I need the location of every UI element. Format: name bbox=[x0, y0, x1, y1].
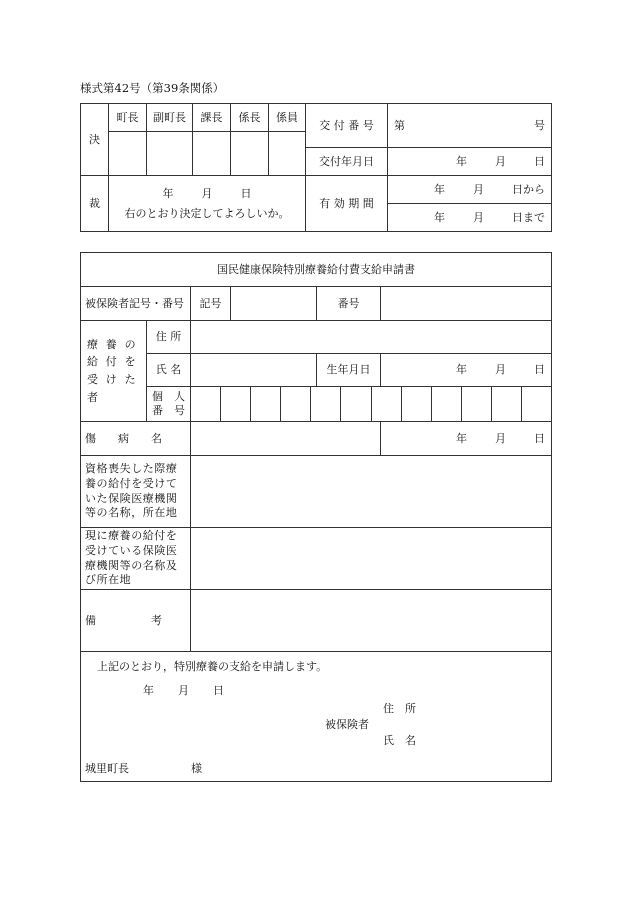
individual-number-field[interactable] bbox=[191, 387, 552, 422]
digit-box[interactable] bbox=[522, 387, 551, 421]
declaration-year: 年 bbox=[143, 684, 154, 697]
address-label: 住 所 bbox=[147, 321, 191, 354]
validity-from-day: 日から bbox=[512, 182, 545, 196]
validity-to-month: 月 bbox=[473, 210, 484, 224]
role-subsection-chief: 係長 bbox=[231, 104, 269, 132]
digit-box[interactable] bbox=[311, 387, 341, 421]
symbol-label: 記号 bbox=[191, 287, 231, 321]
symbol-field[interactable] bbox=[231, 287, 317, 321]
issue-number-label: 交 付 番 号 bbox=[306, 104, 388, 148]
issue-number-suffix: 号 bbox=[534, 118, 545, 132]
approval-table bbox=[80, 103, 552, 232]
name-field[interactable] bbox=[191, 354, 317, 387]
issue-date-field[interactable] bbox=[388, 148, 552, 176]
approval-label-bottom: 裁 bbox=[81, 176, 109, 232]
issue-date-year: 年 bbox=[456, 154, 467, 168]
addressee: 城里町長 bbox=[85, 762, 129, 775]
role-deputy-mayor: 副町長 bbox=[147, 104, 193, 132]
birth-day: 日 bbox=[534, 363, 546, 377]
recipient-label: 療養の給付を受けた者 bbox=[81, 321, 147, 422]
digit-box[interactable] bbox=[281, 387, 311, 421]
number-field[interactable] bbox=[381, 287, 552, 321]
signature-name-label: 氏 名 bbox=[383, 734, 416, 747]
validity-from-month: 月 bbox=[473, 182, 484, 196]
declaration-date[interactable] bbox=[143, 684, 224, 698]
declaration-month: 月 bbox=[178, 684, 189, 697]
seal-deputy-mayor[interactable] bbox=[147, 132, 193, 176]
signature-address-label: 住 所 bbox=[383, 702, 416, 715]
remarks-field[interactable] bbox=[191, 590, 552, 652]
individual-number-label bbox=[147, 387, 191, 422]
form-number: 様式第42号（第39条関係） bbox=[80, 81, 225, 95]
approval-label-top: 決 bbox=[81, 104, 109, 176]
digit-box[interactable] bbox=[432, 387, 462, 421]
declaration-cell bbox=[81, 652, 552, 782]
decision-text: 右のとおり決定してよろしいか。 bbox=[124, 206, 290, 220]
birthdate-label: 生年月日 bbox=[317, 354, 381, 387]
decision-date-month: 月 bbox=[201, 186, 213, 200]
illness-year: 年 bbox=[456, 431, 468, 445]
digit-box[interactable] bbox=[221, 387, 251, 421]
digit-box[interactable] bbox=[372, 387, 402, 421]
number-label: 番号 bbox=[317, 287, 381, 321]
illness-date-field[interactable] bbox=[381, 422, 552, 456]
digit-box[interactable] bbox=[191, 387, 221, 421]
current-institution-field[interactable] bbox=[191, 528, 552, 590]
issue-date-day: 日 bbox=[534, 154, 545, 168]
illness-field[interactable] bbox=[191, 422, 381, 456]
illness-label: 傷 病 名 bbox=[81, 422, 191, 456]
role-section-chief: 課長 bbox=[193, 104, 231, 132]
issue-number-prefix: 第 bbox=[394, 118, 405, 132]
decision-date-year: 年 bbox=[162, 186, 174, 200]
seal-subsection-chief[interactable] bbox=[231, 132, 269, 176]
illness-month: 月 bbox=[495, 431, 507, 445]
birthdate-field[interactable] bbox=[381, 354, 552, 387]
signature-insured-label: 被保険者 bbox=[325, 718, 369, 731]
decision-date-day: 日 bbox=[240, 186, 252, 200]
validity-to-year: 年 bbox=[434, 210, 445, 224]
individual-number-label-line1: 個 人 bbox=[152, 390, 185, 404]
role-mayor: 町長 bbox=[109, 104, 147, 132]
individual-number-label-line2: 番 号 bbox=[152, 404, 185, 417]
application-title: 国民健康保険特別療養給付費支給申請書 bbox=[81, 253, 552, 287]
validity-from-field[interactable] bbox=[388, 176, 552, 204]
role-staff: 係員 bbox=[269, 104, 306, 132]
decision-cell[interactable] bbox=[109, 176, 306, 232]
issue-number-field[interactable] bbox=[388, 104, 552, 148]
validity-to-field[interactable] bbox=[388, 204, 552, 232]
digit-box[interactable] bbox=[492, 387, 522, 421]
issue-date-month: 月 bbox=[495, 154, 506, 168]
seal-mayor[interactable] bbox=[109, 132, 147, 176]
issue-date-label: 交付年月日 bbox=[306, 148, 388, 176]
declaration-day: 日 bbox=[213, 684, 224, 697]
current-institution-label: 現に療養の給付を受けている保険医療機関等の名称及び所在地 bbox=[81, 528, 191, 590]
remarks-label: 備 考 bbox=[81, 590, 191, 652]
digit-box[interactable] bbox=[462, 387, 492, 421]
digit-box[interactable] bbox=[341, 387, 371, 421]
digit-box[interactable] bbox=[402, 387, 432, 421]
prior-institution-label: 資格喪失した際療養の給付を受けていた保険医療機関等の名称，所在地 bbox=[81, 456, 191, 528]
prior-institution-field[interactable] bbox=[191, 456, 552, 528]
validity-label: 有 効 期 間 bbox=[306, 176, 388, 232]
birth-month: 月 bbox=[495, 363, 507, 377]
application-table bbox=[80, 252, 552, 782]
illness-day: 日 bbox=[534, 431, 546, 445]
declaration-text: 上記のとおり，特別療養の支給を申請します。 bbox=[97, 660, 328, 673]
name-label: 氏 名 bbox=[147, 354, 191, 387]
validity-to-day: 日まで bbox=[512, 210, 545, 224]
honorific: 様 bbox=[191, 762, 202, 775]
digit-box[interactable] bbox=[251, 387, 281, 421]
address-field[interactable] bbox=[191, 321, 552, 354]
validity-from-year: 年 bbox=[434, 182, 445, 196]
seal-section-chief[interactable] bbox=[193, 132, 231, 176]
seal-staff[interactable] bbox=[269, 132, 306, 176]
insured-symbol-number-label: 被保険者記号・番号 bbox=[81, 287, 191, 321]
birth-year: 年 bbox=[456, 363, 468, 377]
